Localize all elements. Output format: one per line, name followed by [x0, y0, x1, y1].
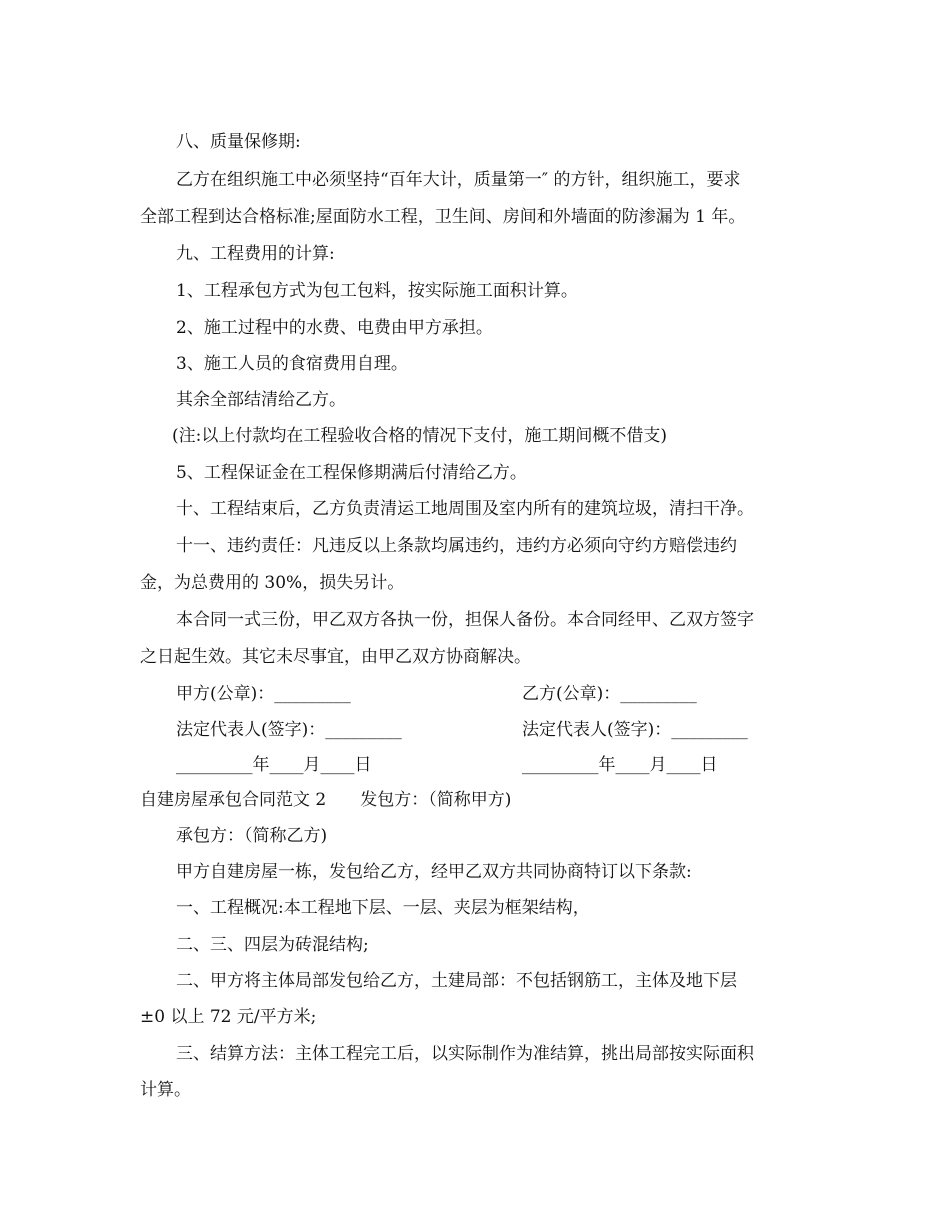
list-item: 1、工程承包方式为包工包料，按实际施工面积计算。: [176, 281, 578, 301]
list-item: 二、三、四层为砖混结构;: [176, 935, 369, 955]
list-item: 二、甲方将主体局部发包给乙方，土建局部：不包括钢筋工，主体及地下层: [176, 971, 737, 991]
list-item: 5、工程保证金在工程保修期满后付清给乙方。: [176, 463, 527, 483]
paragraph-line: 承包方：（简称乙方): [176, 826, 328, 846]
section-heading-cleanup: 十、工程结束后，乙方负责清运工地周围及室内所有的建筑垃圾，清扫干净。: [176, 499, 754, 519]
party-b-representative: 法定代表人(签字)：_________: [522, 720, 748, 740]
party-b-seal: 乙方(公章)：_________: [522, 684, 697, 704]
section-heading-cost: 九、工程费用的计算:: [176, 244, 335, 264]
list-item: 三、结算方法：主体工程完工后，以实际制作为准结算，挑出局部按实际面积: [176, 1044, 754, 1064]
paragraph-line: 甲方自建房屋一栋，发包给乙方，经甲乙双方共同协商特订以下条款:: [176, 862, 692, 882]
list-item: 一、工程概况:本工程地下层、一层、夹层为框架结构，: [176, 898, 590, 918]
party-a-date: _________年____月____日: [176, 755, 372, 775]
paragraph-line: 其余全部结清给乙方。: [176, 390, 346, 410]
paragraph-line: 本合同一式三份，甲乙双方各执一份，担保人备份。本合同经甲、乙双方签字: [176, 610, 754, 630]
paragraph-line: 计算。: [140, 1080, 191, 1100]
list-item: 2、施工过程中的水费、电费由甲方承担。: [176, 318, 493, 338]
paragraph-line: ±0 以上 72 元/平方米;: [140, 1007, 317, 1027]
paragraph-line: 金，为总费用的 30%，损失另计。: [140, 573, 405, 593]
second-contract-title: 自建房屋承包合同范文 2 发包方：（简称甲方): [140, 790, 512, 810]
section-heading-liability: 十一、违约责任：凡违反以上条款均属违约，违约方必须向守约方赔偿违约: [176, 536, 737, 556]
list-item: 3、施工人员的食宿费用自理。: [176, 354, 408, 374]
party-a-representative: 法定代表人(签字)：_________: [176, 720, 402, 740]
section-heading-warranty: 八、质量保修期:: [176, 132, 301, 152]
paragraph-line: 全部工程到达合格标准;屋面防水工程，卫生间、房间和外墙面的防渗漏为 1 年。: [140, 207, 746, 227]
paragraph-line: 之日起生效。其它未尽事宜，由甲乙双方协商解决。: [140, 647, 531, 667]
paragraph-line: 乙方在组织施工中必须坚持“百年大计，质量第一″ 的方针，组织施工，要求: [176, 170, 741, 190]
party-a-seal: 甲方(公章)：_________: [176, 684, 351, 704]
party-b-date: _________年____月____日: [522, 755, 718, 775]
note-line: (注:以上付款均在工程验收合格的情况下支付，施工期间概不借支): [172, 426, 667, 446]
